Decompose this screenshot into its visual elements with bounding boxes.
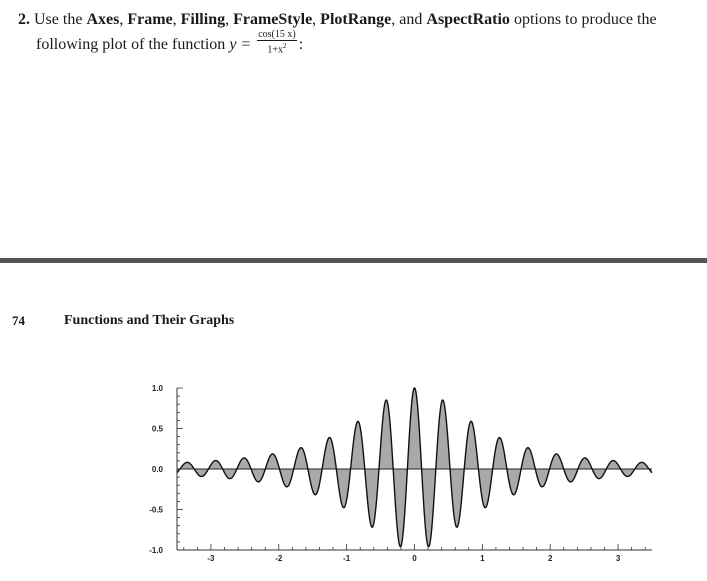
option-aspectratio: AspectRatio: [426, 11, 510, 28]
function-plot: [0, 370, 707, 581]
text-fragment: , and: [391, 11, 427, 28]
y-tick-label: 0.5: [151, 424, 163, 434]
y-tick-label: -1.0: [149, 546, 163, 555]
x-tick-label: -2: [275, 554, 283, 563]
exercise-line-1: [18, 8, 698, 32]
running-header: Functions and Their Graphs: [64, 313, 235, 328]
x-tick-label: -3: [207, 554, 215, 563]
x-tick-label: 2: [547, 554, 553, 563]
text-fragment: options to produce the: [509, 11, 657, 28]
denominator-exponent: 2: [283, 42, 287, 50]
text-fragment: ,: [225, 11, 234, 28]
x-tick-label: 0: [412, 554, 417, 563]
y-tick-label: 1.0: [151, 384, 163, 393]
exercise-text: [18, 8, 698, 58]
text-fragment: Use the: [34, 11, 87, 28]
text-fragment: ,: [172, 11, 181, 28]
x-tick-label: -1: [343, 554, 351, 563]
plot-fill: [177, 388, 652, 547]
x-tick-label: 3: [615, 554, 621, 563]
option-plotrange: PlotRange: [320, 11, 392, 28]
function-fraction: [257, 29, 297, 55]
text-fragment: ,: [119, 11, 128, 28]
text-fragment: :: [298, 35, 304, 53]
y-tick-label: -0.5: [149, 505, 163, 515]
option-axes: Axes: [86, 11, 120, 28]
fraction-numerator: cos(15 x): [258, 29, 296, 40]
fraction-denominator: [257, 41, 297, 55]
text-fragment: following plot of the function: [36, 35, 230, 53]
page-number: 74: [12, 313, 25, 328]
page-divider: [0, 258, 707, 263]
exercise-number: 2.: [18, 11, 30, 28]
exercise-line-2: [18, 29, 698, 58]
option-filling: Filling: [180, 11, 226, 28]
option-frame: Frame: [127, 11, 173, 28]
x-tick-label: 1: [480, 554, 485, 563]
y-tick-label: 0.0: [151, 465, 163, 474]
text-fragment: ,: [312, 11, 321, 28]
option-framestyle: FrameStyle: [233, 11, 313, 28]
denominator-base: 1+x: [267, 44, 284, 56]
function-y-equals: y =: [229, 35, 252, 53]
